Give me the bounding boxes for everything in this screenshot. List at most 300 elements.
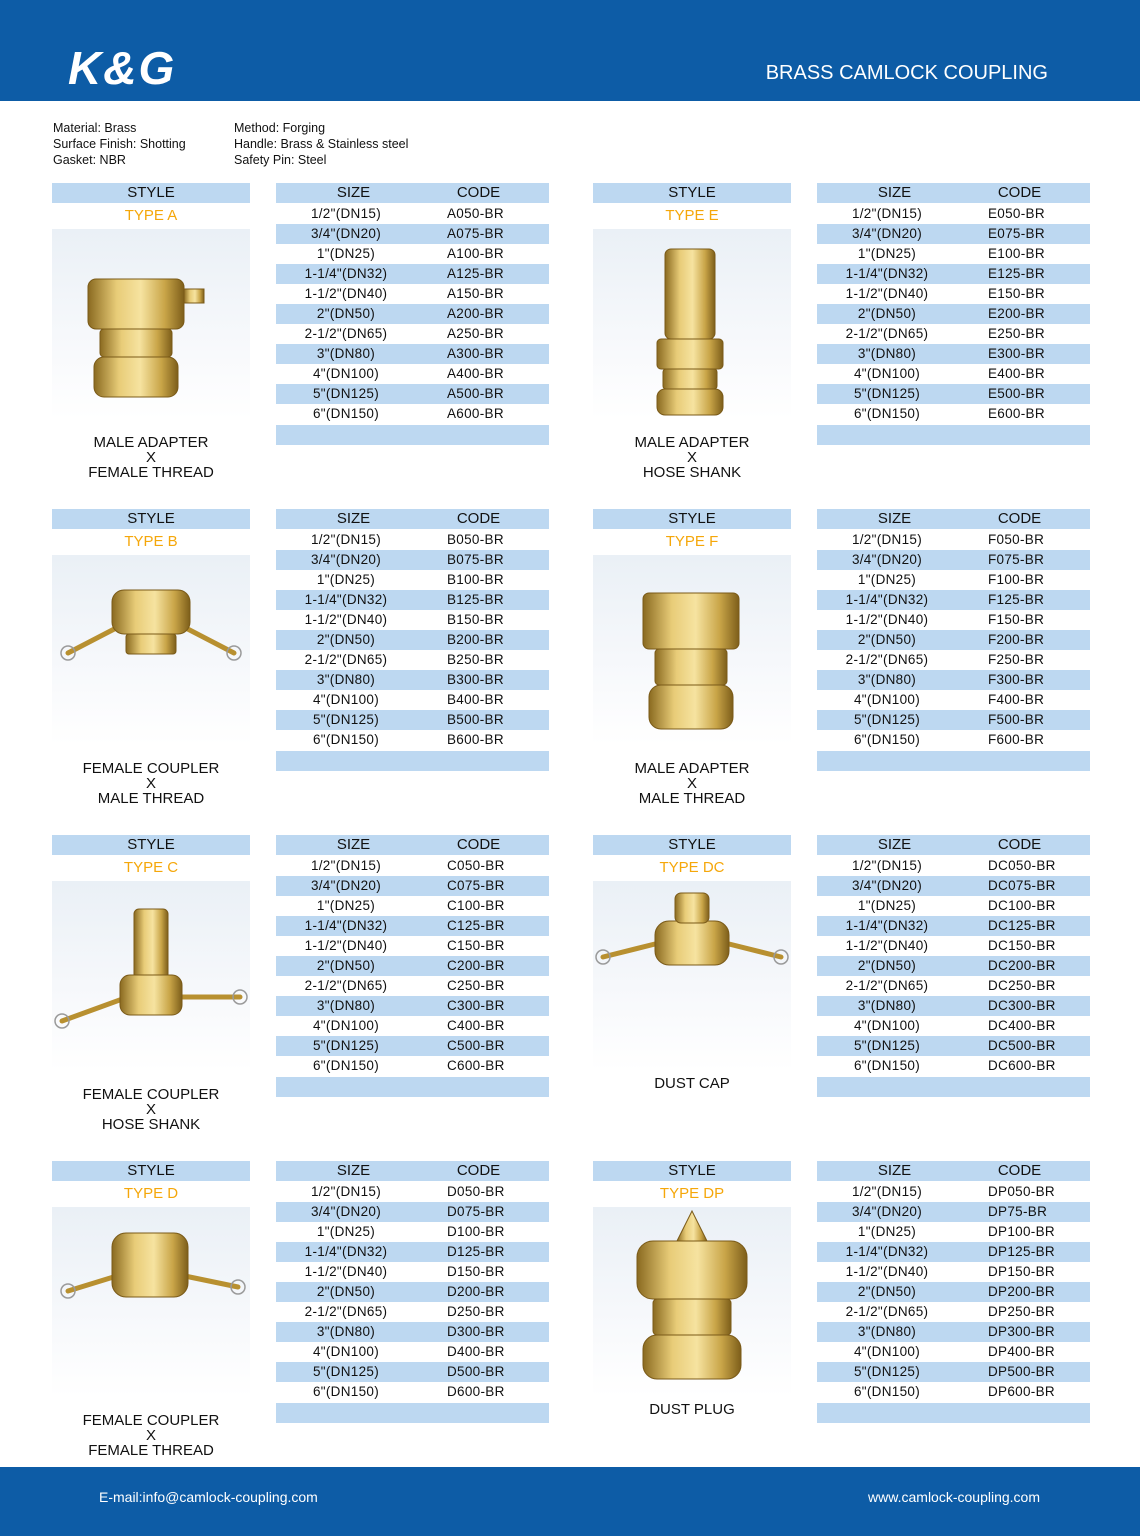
code-cell: B150-BR: [447, 612, 504, 627]
female-coupler-male-thread-photo: [52, 555, 250, 745]
size-cell: 6"(DN150): [312, 1384, 379, 1399]
size-cell: 3"(DN80): [316, 346, 376, 361]
size-cell: 1-1/2"(DN40): [845, 1264, 929, 1279]
table-row: [276, 610, 549, 630]
table-row: [817, 1036, 1090, 1056]
table-row: [817, 856, 1090, 876]
product-description: [52, 1413, 250, 1458]
table-row: [276, 1056, 549, 1076]
description-line: DUST PLUG: [649, 1401, 735, 1418]
size-cell: 1-1/2"(DN40): [304, 612, 388, 627]
size-cell: 3"(DN80): [857, 1324, 917, 1339]
size-cell: 2"(DN50): [857, 306, 917, 321]
size-cell: 3/4"(DN20): [851, 552, 923, 567]
size-cell: 3"(DN80): [857, 672, 917, 687]
table-header: [276, 509, 549, 529]
website-link[interactable]: www.camlock-coupling.com: [868, 1489, 1040, 1505]
size-cell: 1-1/4"(DN32): [845, 918, 929, 933]
table-header: [276, 183, 549, 203]
table-footer-bar: [276, 425, 549, 445]
table-footer-bar: [817, 1077, 1090, 1097]
size-cell: 6"(DN150): [312, 1058, 379, 1073]
dust-plug-photo: [593, 1207, 791, 1397]
size-cell: 1"(DN25): [857, 898, 917, 913]
code-cell: B250-BR: [447, 652, 504, 667]
code-column-header: CODE: [997, 184, 1042, 201]
code-cell: B100-BR: [447, 572, 504, 587]
code-cell: F500-BR: [988, 712, 1045, 727]
table-footer-bar: [276, 751, 549, 771]
style-header: STYLE: [593, 509, 791, 529]
style-header: STYLE: [593, 1161, 791, 1181]
table-row: [276, 1302, 549, 1322]
table-row: [276, 224, 549, 244]
code-cell: C075-BR: [447, 878, 505, 893]
table-footer-bar: [817, 1403, 1090, 1423]
table-row: [817, 670, 1090, 690]
table-row: [276, 630, 549, 650]
style-header: STYLE: [593, 183, 791, 203]
product-section: [593, 509, 1093, 807]
size-cell: 3"(DN80): [316, 1324, 376, 1339]
size-cell: 4"(DN100): [853, 366, 920, 381]
size-cell: 6"(DN150): [312, 406, 379, 421]
table-row: [817, 364, 1090, 384]
code-column-header: CODE: [997, 836, 1042, 853]
code-cell: E150-BR: [988, 286, 1045, 301]
size-cell: 1-1/2"(DN40): [304, 286, 388, 301]
table-footer-bar: [276, 1403, 549, 1423]
table-header: [276, 835, 549, 855]
description-line: FEMALE THREAD: [88, 1442, 214, 1459]
size-cell: 6"(DN150): [853, 1058, 920, 1073]
table-row: [276, 670, 549, 690]
code-cell: C500-BR: [447, 1038, 505, 1053]
size-cell: 3/4"(DN20): [851, 878, 923, 893]
code-cell: DP600-BR: [988, 1384, 1055, 1399]
code-cell: A075-BR: [447, 226, 504, 241]
code-cell: E300-BR: [988, 346, 1045, 361]
table-row: [817, 1282, 1090, 1302]
size-cell: 4"(DN100): [312, 1344, 379, 1359]
table-footer-bar: [817, 751, 1090, 771]
table-row: [276, 550, 549, 570]
code-column-header: CODE: [456, 184, 501, 201]
code-cell: E075-BR: [988, 226, 1045, 241]
code-cell: DC100-BR: [988, 898, 1056, 913]
code-cell: A100-BR: [447, 246, 504, 261]
description-line: MALE THREAD: [97, 790, 205, 807]
table-row: [276, 976, 549, 996]
table-row: [276, 1036, 549, 1056]
code-cell: DC075-BR: [988, 878, 1056, 893]
size-cell: 2"(DN50): [857, 632, 917, 647]
description-line: HOSE SHANK: [642, 464, 742, 481]
size-cell: 4"(DN100): [853, 1344, 920, 1359]
table-row: [276, 876, 549, 896]
table-row: [817, 384, 1090, 404]
code-cell: DP500-BR: [988, 1364, 1055, 1379]
table-row: [276, 730, 549, 750]
code-cell: DC300-BR: [988, 998, 1056, 1013]
size-cell: 2"(DN50): [857, 1284, 917, 1299]
size-cell: 2"(DN50): [316, 1284, 376, 1299]
table-row: [817, 610, 1090, 630]
table-row: [817, 916, 1090, 936]
size-cell: 1-1/4"(DN32): [304, 592, 388, 607]
code-cell: F150-BR: [988, 612, 1045, 627]
size-column-header: SIZE: [877, 1162, 912, 1179]
size-cell: 3"(DN80): [316, 672, 376, 687]
code-cell: C400-BR: [447, 1018, 505, 1033]
size-cell: 1-1/4"(DN32): [845, 1244, 929, 1259]
code-cell: C200-BR: [447, 958, 505, 973]
code-cell: F300-BR: [988, 672, 1045, 687]
product-description: [593, 435, 791, 480]
size-cell: 1"(DN25): [316, 246, 376, 261]
code-cell: A125-BR: [447, 266, 504, 281]
table-header: [276, 1161, 549, 1181]
table-row: [817, 244, 1090, 264]
code-cell: F600-BR: [988, 732, 1045, 747]
code-cell: A050-BR: [447, 206, 504, 221]
product-description: [593, 761, 791, 806]
size-cell: 2-1/2"(DN65): [845, 326, 929, 341]
size-cell: 4"(DN100): [312, 366, 379, 381]
style-header: STYLE: [52, 183, 250, 203]
code-cell: D100-BR: [447, 1224, 505, 1239]
size-cell: 1-1/2"(DN40): [304, 938, 388, 953]
catalog-title: BRASS CAMLOCK COUPLING: [765, 62, 1048, 84]
table-row: [817, 570, 1090, 590]
size-cell: 1"(DN25): [857, 1224, 917, 1239]
company-logo: K&G: [68, 42, 177, 94]
table-row: [276, 1342, 549, 1362]
table-row: [276, 364, 549, 384]
code-cell: A400-BR: [447, 366, 504, 381]
table-row: [817, 1382, 1090, 1402]
code-cell: DP125-BR: [988, 1244, 1055, 1259]
table-row: [276, 404, 549, 424]
table-row: [276, 1016, 549, 1036]
spec-gasket: Gasket: NBR: [53, 153, 126, 167]
table-row: [817, 1342, 1090, 1362]
size-cell: 5"(DN125): [853, 1038, 920, 1053]
table-row: [817, 1222, 1090, 1242]
code-cell: C050-BR: [447, 858, 505, 873]
code-cell: A150-BR: [447, 286, 504, 301]
table-row: [817, 530, 1090, 550]
table-row: [817, 224, 1090, 244]
size-cell: 1"(DN25): [316, 572, 376, 587]
type-label: TYPE E: [665, 207, 719, 224]
code-cell: C125-BR: [447, 918, 505, 933]
size-cell: 3/4"(DN20): [310, 226, 382, 241]
size-cell: 2-1/2"(DN65): [845, 978, 929, 993]
code-cell: DC600-BR: [988, 1058, 1056, 1073]
description-line: MALE ADAPTER: [93, 434, 209, 451]
code-cell: C100-BR: [447, 898, 505, 913]
code-cell: E600-BR: [988, 406, 1045, 421]
table-row: [817, 630, 1090, 650]
table-row: [817, 936, 1090, 956]
code-cell: A300-BR: [447, 346, 504, 361]
table-header: [817, 183, 1090, 203]
code-column-header: CODE: [997, 510, 1042, 527]
description-line: FEMALE THREAD: [88, 464, 214, 481]
code-cell: B500-BR: [447, 712, 504, 727]
description-line: X: [145, 449, 156, 466]
table-row: [276, 264, 549, 284]
product-description: [52, 761, 250, 806]
spec-method: Method: Forging: [234, 121, 326, 135]
code-cell: D300-BR: [447, 1324, 505, 1339]
size-cell: 3/4"(DN20): [851, 1204, 923, 1219]
spec-material: Material: Brass: [53, 121, 137, 135]
table-row: [276, 1202, 549, 1222]
size-cell: 3/4"(DN20): [310, 878, 382, 893]
code-cell: A250-BR: [447, 326, 504, 341]
size-cell: 2-1/2"(DN65): [304, 1304, 388, 1319]
table-row: [817, 1016, 1090, 1036]
code-cell: A600-BR: [447, 406, 504, 421]
spec-safety-pin: Safety Pin: Steel: [234, 153, 327, 167]
style-header: STYLE: [52, 1161, 250, 1181]
male-adapter-female-thread-photo: [52, 229, 250, 419]
type-label: TYPE A: [124, 207, 178, 224]
code-cell: D150-BR: [447, 1264, 505, 1279]
code-cell: E125-BR: [988, 266, 1045, 281]
code-cell: E250-BR: [988, 326, 1045, 341]
code-cell: D200-BR: [447, 1284, 505, 1299]
size-cell: 5"(DN125): [312, 1364, 379, 1379]
code-cell: DP200-BR: [988, 1284, 1055, 1299]
code-cell: E050-BR: [988, 206, 1045, 221]
type-label: TYPE D: [123, 1185, 179, 1202]
code-cell: DP400-BR: [988, 1344, 1055, 1359]
size-column-header: SIZE: [877, 184, 912, 201]
table-row: [817, 404, 1090, 424]
code-cell: D125-BR: [447, 1244, 505, 1259]
size-column-header: SIZE: [877, 510, 912, 527]
table-footer-bar: [817, 425, 1090, 445]
size-cell: 1"(DN25): [316, 1224, 376, 1239]
header-band: [0, 0, 1140, 101]
size-cell: 3/4"(DN20): [310, 1204, 382, 1219]
code-cell: B600-BR: [447, 732, 504, 747]
description-line: X: [145, 1101, 156, 1118]
size-cell: 1-1/4"(DN32): [845, 266, 929, 281]
table-row: [276, 324, 549, 344]
code-cell: DP050-BR: [988, 1184, 1055, 1199]
table-row: [276, 856, 549, 876]
table-row: [276, 384, 549, 404]
product-section: [52, 835, 552, 1133]
table-row: [276, 304, 549, 324]
table-row: [817, 344, 1090, 364]
table-header: [817, 509, 1090, 529]
table-row: [817, 204, 1090, 224]
code-cell: D600-BR: [447, 1384, 505, 1399]
table-row: [276, 1222, 549, 1242]
size-cell: 2"(DN50): [316, 306, 376, 321]
table-row: [276, 1262, 549, 1282]
table-row: [276, 710, 549, 730]
table-row: [817, 324, 1090, 344]
table-row: [276, 284, 549, 304]
size-cell: 6"(DN150): [853, 732, 920, 747]
table-row: [817, 956, 1090, 976]
size-cell: 1/2"(DN15): [310, 1184, 382, 1199]
description-line: X: [686, 449, 697, 466]
code-cell: DC200-BR: [988, 958, 1056, 973]
size-cell: 1/2"(DN15): [310, 858, 382, 873]
code-column-header: CODE: [997, 1162, 1042, 1179]
code-cell: E100-BR: [988, 246, 1045, 261]
code-cell: F400-BR: [988, 692, 1045, 707]
table-row: [817, 650, 1090, 670]
code-cell: D050-BR: [447, 1184, 505, 1199]
size-cell: 1-1/4"(DN32): [845, 592, 929, 607]
size-column-header: SIZE: [336, 1162, 371, 1179]
table-row: [276, 244, 549, 264]
type-label: TYPE DC: [659, 859, 725, 876]
size-cell: 2-1/2"(DN65): [845, 1304, 929, 1319]
description-line: X: [145, 1427, 156, 1444]
code-column-header: CODE: [456, 510, 501, 527]
size-cell: 2"(DN50): [316, 958, 376, 973]
female-coupler-female-thread-photo: [52, 1207, 250, 1397]
size-cell: 3"(DN80): [857, 346, 917, 361]
dust-cap-photo: [593, 881, 791, 1071]
code-cell: DC250-BR: [988, 978, 1056, 993]
size-cell: 1-1/4"(DN32): [304, 266, 388, 281]
table-row: [817, 264, 1090, 284]
table-row: [276, 590, 549, 610]
description-line: X: [145, 775, 156, 792]
table-row: [817, 730, 1090, 750]
code-cell: C300-BR: [447, 998, 505, 1013]
product-section: [52, 1161, 552, 1459]
table-row: [276, 344, 549, 364]
size-cell: 4"(DN100): [853, 692, 920, 707]
code-cell: F200-BR: [988, 632, 1045, 647]
size-cell: 6"(DN150): [853, 1384, 920, 1399]
style-header: STYLE: [52, 835, 250, 855]
type-label: TYPE C: [123, 859, 179, 876]
code-cell: F100-BR: [988, 572, 1045, 587]
size-cell: 5"(DN125): [853, 386, 920, 401]
product-description: [593, 1076, 791, 1091]
table-row: [817, 1056, 1090, 1076]
table-row: [817, 976, 1090, 996]
code-cell: A200-BR: [447, 306, 504, 321]
description-line: FEMALE COUPLER: [82, 760, 220, 777]
code-cell: B050-BR: [447, 532, 504, 547]
product-description: [52, 435, 250, 480]
size-cell: 1/2"(DN15): [851, 206, 923, 221]
table-row: [817, 590, 1090, 610]
code-cell: DC400-BR: [988, 1018, 1056, 1033]
table-row: [817, 1202, 1090, 1222]
code-cell: D400-BR: [447, 1344, 505, 1359]
table-row: [817, 1262, 1090, 1282]
spec-handle: Handle: Brass & Stainless steel: [234, 137, 409, 151]
code-cell: E400-BR: [988, 366, 1045, 381]
size-cell: 1-1/4"(DN32): [304, 1244, 388, 1259]
description-line: FEMALE COUPLER: [82, 1086, 220, 1103]
size-cell: 5"(DN125): [853, 712, 920, 727]
table-row: [817, 1362, 1090, 1382]
size-cell: 3"(DN80): [316, 998, 376, 1013]
table-row: [817, 550, 1090, 570]
code-cell: F250-BR: [988, 652, 1045, 667]
table-header: [817, 835, 1090, 855]
table-row: [817, 710, 1090, 730]
description-line: MALE ADAPTER: [634, 434, 750, 451]
table-row: [817, 1322, 1090, 1342]
code-cell: D500-BR: [447, 1364, 505, 1379]
size-cell: 3/4"(DN20): [310, 552, 382, 567]
code-cell: B125-BR: [447, 592, 504, 607]
code-cell: C600-BR: [447, 1058, 505, 1073]
code-cell: DC500-BR: [988, 1038, 1056, 1053]
code-cell: DP150-BR: [988, 1264, 1055, 1279]
size-cell: 4"(DN100): [312, 1018, 379, 1033]
size-cell: 1-1/2"(DN40): [845, 286, 929, 301]
footer-band: [0, 1467, 1140, 1536]
code-cell: E500-BR: [988, 386, 1045, 401]
specs-right-column: [234, 120, 494, 168]
size-cell: 2-1/2"(DN65): [304, 652, 388, 667]
table-row: [817, 876, 1090, 896]
size-cell: 1/2"(DN15): [851, 858, 923, 873]
table-row: [276, 1182, 549, 1202]
code-cell: E200-BR: [988, 306, 1045, 321]
code-cell: DP300-BR: [988, 1324, 1055, 1339]
table-row: [276, 650, 549, 670]
description-line: FEMALE COUPLER: [82, 1412, 220, 1429]
table-row: [276, 570, 549, 590]
description-line: DUST CAP: [654, 1075, 730, 1092]
description-line: MALE ADAPTER: [634, 760, 750, 777]
size-cell: 5"(DN125): [312, 386, 379, 401]
size-cell: 2-1/2"(DN65): [304, 978, 388, 993]
size-cell: 1/2"(DN15): [851, 532, 923, 547]
table-row: [817, 690, 1090, 710]
table-row: [817, 1182, 1090, 1202]
size-cell: 6"(DN150): [853, 406, 920, 421]
table-row: [276, 1382, 549, 1402]
style-header: STYLE: [52, 509, 250, 529]
table-row: [276, 1322, 549, 1342]
size-cell: 4"(DN100): [853, 1018, 920, 1033]
table-row: [276, 1362, 549, 1382]
size-cell: 6"(DN150): [312, 732, 379, 747]
table-row: [817, 1242, 1090, 1262]
size-cell: 1-1/2"(DN40): [845, 938, 929, 953]
size-cell: 4"(DN100): [312, 692, 379, 707]
code-cell: DC125-BR: [988, 918, 1056, 933]
code-cell: D250-BR: [447, 1304, 505, 1319]
code-cell: F075-BR: [988, 552, 1045, 567]
table-row: [817, 304, 1090, 324]
size-cell: 5"(DN125): [312, 712, 379, 727]
product-description: [52, 1087, 250, 1132]
size-cell: 5"(DN125): [312, 1038, 379, 1053]
female-coupler-hose-shank-photo: [52, 881, 250, 1071]
contact-email[interactable]: E-mail:info@camlock-coupling.com: [99, 1489, 318, 1505]
